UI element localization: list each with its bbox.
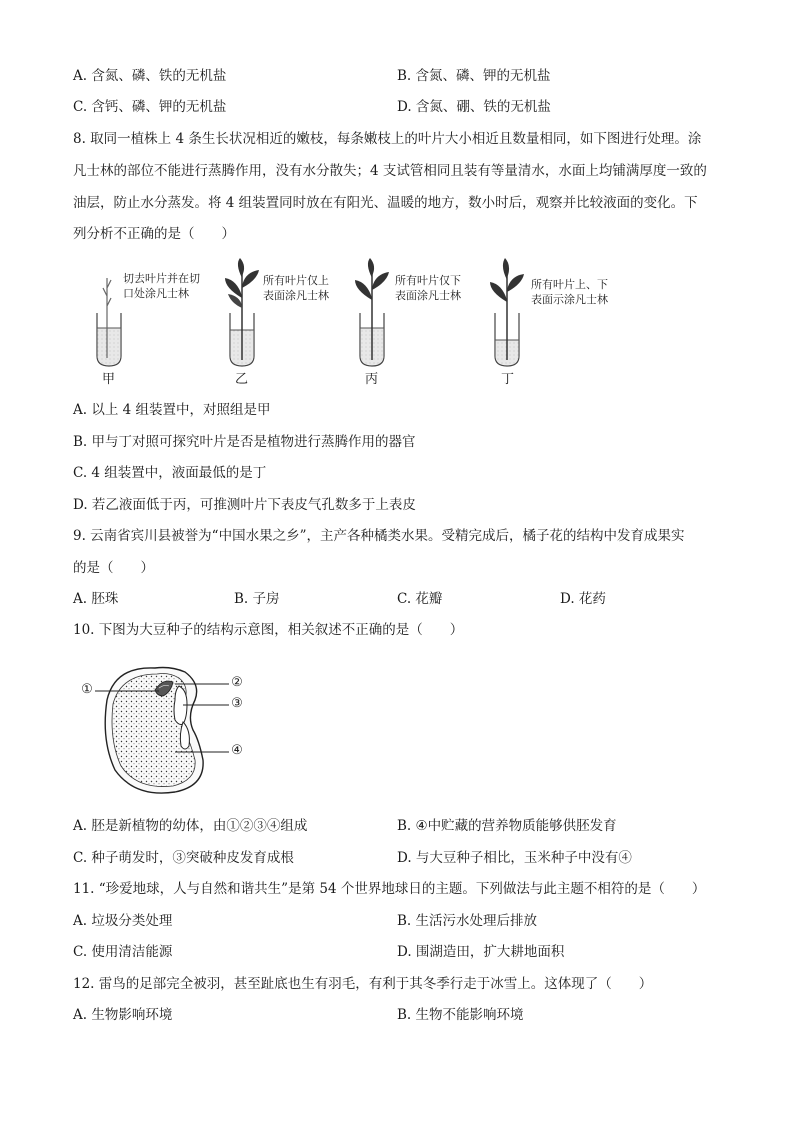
q7-option-b: B. 含氮、磷、钾的无机盐 bbox=[397, 68, 551, 84]
q11-option-c: C. 使用清洁能源 bbox=[73, 944, 173, 960]
q10-option-b: B. ④中贮藏的营养物质能够供胚发育 bbox=[397, 818, 617, 834]
tube-jia-label-line1: 切去叶片并在切 bbox=[123, 272, 200, 285]
q9-option-a: A. 胚珠 bbox=[73, 591, 119, 607]
soybean-seed-illustration bbox=[75, 660, 275, 800]
seed-marker-4: ④ bbox=[231, 743, 243, 758]
seed-marker-3: ③ bbox=[231, 696, 243, 711]
tube-jia-name: 甲 bbox=[102, 372, 116, 387]
q7-option-c: C. 含钙、磷、钾的无机盐 bbox=[73, 99, 227, 115]
q11-option-b: B. 生活污水处理后排放 bbox=[397, 913, 538, 929]
q12-option-b: B. 生物不能影响环境 bbox=[397, 1007, 524, 1023]
q8-figure bbox=[85, 258, 625, 388]
q8-option-d: D. 若乙液面低于丙，可推测叶片下表皮气孔数多于上表皮 bbox=[73, 497, 416, 513]
q12-option-a: A. 生物影响环境 bbox=[73, 1007, 173, 1023]
q11-option-d: D. 围湖造田，扩大耕地面积 bbox=[397, 944, 565, 960]
tube-ding-label-line2: 表面示涂凡士林 bbox=[531, 293, 608, 306]
q10-seed-figure bbox=[75, 660, 275, 800]
q8-stem-line-1: 8. 取同一植株上 4 条生长状况相近的嫩枝，每条嫩枝上的叶片大小相近且数量相同，如下图进行处理。涂 bbox=[73, 131, 702, 147]
tube-jia-label-line2: 口处涂凡士林 bbox=[123, 287, 189, 300]
tube-bing bbox=[355, 258, 389, 366]
tube-bing-label-line2: 表面涂凡士林 bbox=[395, 289, 461, 302]
tube-bing-label-line1: 所有叶片仅下 bbox=[395, 274, 461, 287]
tube-ding-name: 丁 bbox=[501, 372, 515, 387]
seed-marker-2: ② bbox=[231, 675, 243, 690]
q10-option-d: D. 与大豆种子相比，玉米种子中没有④ bbox=[397, 850, 632, 866]
q10-stem: 10. 下图为大豆种子的结构示意图，相关叙述不正确的是（ ） bbox=[73, 622, 464, 638]
tube-jia bbox=[97, 278, 121, 366]
q8-stem-line-4: 列分析不正确的是（ ） bbox=[73, 226, 235, 242]
q7-option-a: A. 含氮、磷、铁的无机盐 bbox=[73, 68, 227, 84]
q8-stem-line-3: 油层，防止水分蒸发。将 4 组装置同时放在有阳光、温暖的地方，数小时后，观察并比较液面的变化。下 bbox=[73, 195, 698, 211]
q9-stem-line-2: 的是（ ） bbox=[73, 560, 154, 576]
q10-option-a: A. 胚是新植物的幼体，由①②③④组成 bbox=[73, 818, 308, 834]
q12-stem: 12. 雷鸟的足部完全被羽，甚至趾底也生有羽毛，有利于其冬季行走于冰雪上。这体现了（ ） bbox=[73, 976, 653, 992]
tube-yi-name: 乙 bbox=[235, 372, 249, 387]
q11-option-a: A. 垃圾分类处理 bbox=[73, 913, 173, 929]
q11-stem: 11. “珍爱地球，人与自然和谐共生”是第 54 个世界地球日的主题。下列做法与此主题不相符的是（ ） bbox=[73, 881, 706, 897]
q9-option-d: D. 花药 bbox=[560, 591, 606, 607]
q8-option-a: A. 以上 4 组装置中，对照组是甲 bbox=[73, 402, 271, 418]
q8-option-b: B. 甲与丁对照可探究叶片是否是植物进行蒸腾作用的器官 bbox=[73, 434, 416, 450]
tube-yi-label-line1: 所有叶片仅上 bbox=[263, 274, 329, 287]
tube-yi bbox=[225, 258, 259, 366]
q10-option-c: C. 种子萌发时，③突破种皮发育成根 bbox=[73, 850, 294, 866]
q9-option-b: B. 子房 bbox=[234, 591, 280, 607]
q9-option-c: C. 花瓣 bbox=[397, 591, 443, 607]
tube-ding-label-line1: 所有叶片上、下 bbox=[531, 278, 608, 291]
tube-yi-label-line2: 表面涂凡士林 bbox=[263, 289, 329, 302]
q9-stem-line-1: 9. 云南省宾川县被誉为“中国水果之乡”，主产各种橘类水果。受精完成后，橘子花的结构中发育成果实 bbox=[73, 528, 685, 544]
tube-ding bbox=[490, 258, 524, 366]
seed-marker-1: ① bbox=[81, 682, 93, 697]
q8-option-c: C. 4 组装置中，液面最低的是丁 bbox=[73, 465, 267, 481]
q8-stem-line-2: 凡士林的部位不能进行蒸腾作用，没有水分散失；4 支试管相同且装有等量清水，水面上均铺满厚度一致的 bbox=[73, 163, 707, 179]
q7-option-d: D. 含氮、硼、铁的无机盐 bbox=[397, 99, 551, 115]
tube-bing-name: 丙 bbox=[365, 372, 379, 387]
